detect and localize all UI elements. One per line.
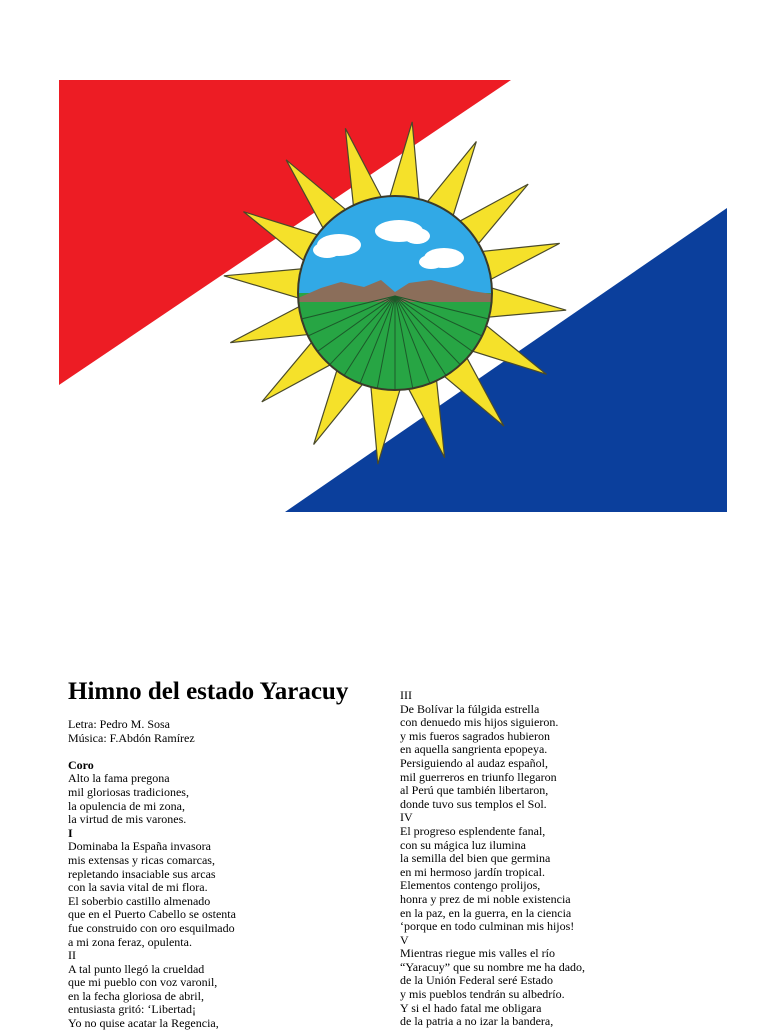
lyric-line: entusiasta gritó: ‘Libertad¡: [68, 1002, 196, 1017]
lyric-line: II: [68, 948, 76, 963]
lyric-line: de la Unión Federal seré Estado: [400, 973, 553, 988]
lyric-line: Persiguiendo al audaz español,: [400, 755, 548, 770]
lyric-line: [68, 745, 368, 759]
lyric-line: mil gloriosas tradiciones,: [68, 784, 189, 799]
lyric-line: en la paz, en la guerra, en la ciencia: [400, 905, 572, 920]
lyric-line: mil guerreros en triunfo llegaron: [400, 769, 557, 784]
lyric-line: El progreso esplendente fanal,: [400, 823, 546, 838]
lyric-line: Y si el hado fatal me obligara: [400, 1000, 542, 1015]
lyric-line: con denuedo mis hijos siguieron.: [400, 715, 559, 730]
lyric-line: mis extensas y ricas comarcas,: [68, 852, 215, 867]
lyric-line: en aquella sangrienta epopeya.: [400, 742, 548, 757]
lyric-line: la semilla del bien que germina: [400, 851, 551, 866]
lyric-line: donde tuvo sus templos el Sol.: [400, 796, 547, 811]
lyrics-column-left: [68, 718, 368, 1031]
lyric-line: Letra: Pedro M. Sosa: [68, 717, 170, 731]
page-title: Himno del estado Yaracuy: [68, 678, 349, 705]
lyric-line: Alto la fama pregona: [68, 771, 170, 786]
lyric-line: de la patria a no izar la bandera,: [400, 1014, 554, 1029]
lyric-line: con su mágica luz ilumina: [400, 837, 526, 852]
lyric-line: repletando insaciable sus arcas: [68, 866, 216, 881]
lyric-line: y mis pueblos tendrán su albedrío.: [400, 987, 565, 1002]
lyric-line: con la savia vital de mi flora.: [68, 880, 208, 895]
lyric-line: honra y prez de mi noble existencia: [400, 891, 571, 906]
lyric-line: a mi zona feraz, opulenta.: [68, 934, 192, 949]
lyric-line: Yo no quise acatar la Regencia,: [68, 1016, 219, 1031]
lyric-line: IV: [400, 810, 413, 825]
lyric-line: en la fecha gloriosa de abril,: [68, 988, 204, 1003]
lyric-line: Música: F.Abdón Ramírez: [68, 730, 195, 745]
lyric-line: que en el Puerto Cabello se ostenta: [68, 907, 236, 922]
yaracuy-flag: [59, 80, 727, 512]
lyric-line: y mis fueros sagrados hubieron: [400, 728, 550, 743]
lyric-line: ‘porque en todo culminan mis hijos!: [400, 919, 575, 934]
lyric-line: El soberbio castillo almenado: [68, 893, 211, 908]
lyric-line: fue construido con oro esquilmado: [68, 920, 235, 935]
lyric-line: “Yaracuy” que su nombre me ha dado,: [400, 959, 586, 974]
lyric-line: al Perú que también libertaron,: [400, 783, 549, 798]
lyric-line: la virtud de mis varones.: [68, 812, 187, 827]
lyric-line: Dominaba la España invasora: [68, 839, 211, 854]
lyric-line: A tal punto llegó la crueldad: [68, 961, 205, 976]
lyric-line: Elementos contengo prolijos,: [400, 878, 541, 893]
lyric-line: De Bolívar la fúlgida estrella: [400, 701, 540, 716]
lyric-line: Mientras riegue mis valles el río: [400, 946, 555, 961]
lyrics-column-right: [400, 689, 700, 1029]
lyric-line: que mi pueblo con voz varonil,: [68, 975, 218, 990]
lyric-line: I: [68, 825, 73, 840]
lyric-line: Coro: [68, 757, 94, 772]
lyric-line: la opulencia de mi zona,: [68, 798, 185, 813]
lyric-line: III: [400, 688, 412, 702]
lyric-line: en mi hermoso jardín tropical.: [400, 864, 545, 879]
lyric-line: V: [400, 932, 409, 947]
